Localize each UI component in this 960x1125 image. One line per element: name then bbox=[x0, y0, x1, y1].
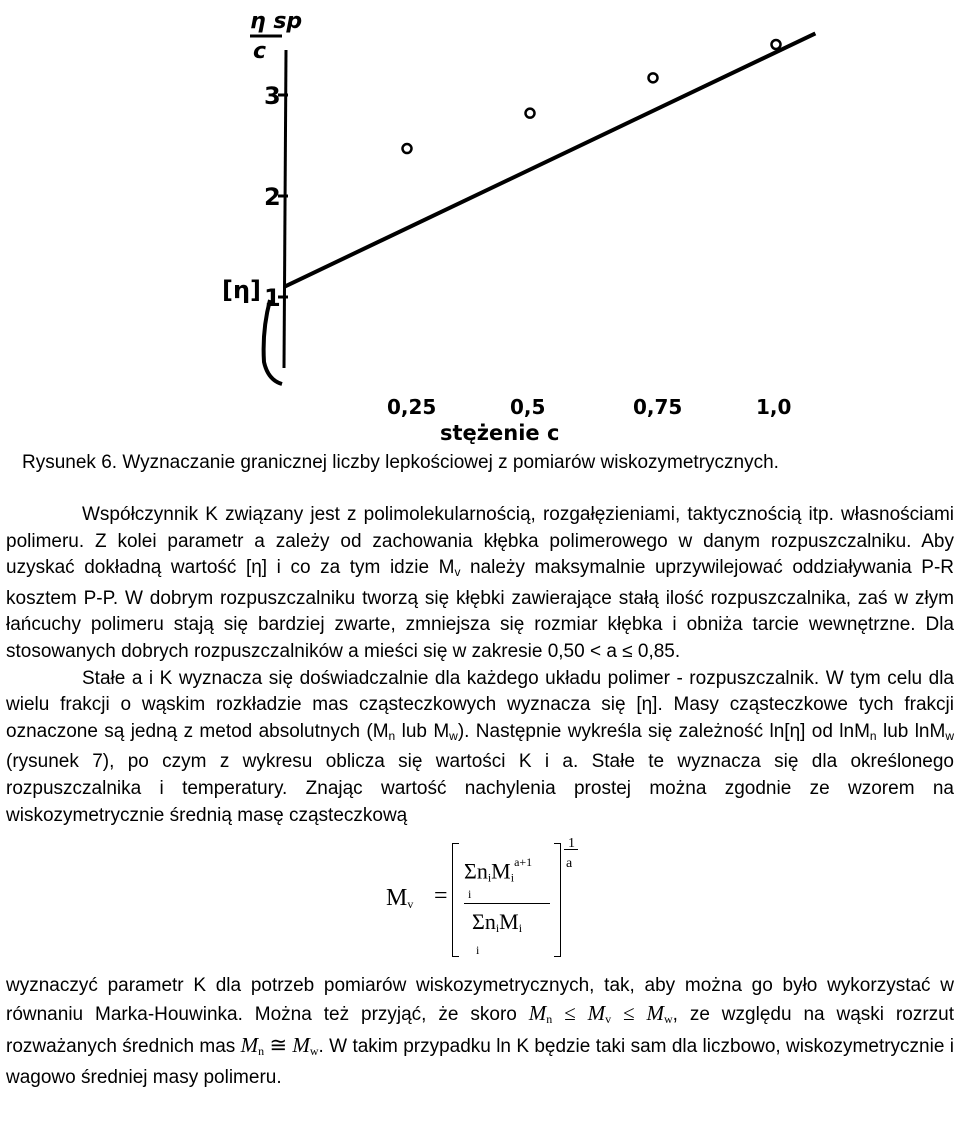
inequality: $M_n \le M_v \le M_w$ bbox=[528, 1000, 673, 1026]
formula-numerator-index: i bbox=[468, 887, 472, 902]
p2-part3: ). Następnie wykreśla się zależność ln[η] od lnM bbox=[457, 720, 870, 742]
formula-lhs: $M_v$ bbox=[386, 885, 414, 912]
formula-exp-numerator: 1 bbox=[568, 836, 575, 852]
paragraph-2 bbox=[6, 666, 954, 830]
data-point bbox=[649, 73, 658, 82]
x-tick-label: 0,75 bbox=[633, 395, 683, 419]
formula-numerator: $\Sigma n_iM_i^{a+1}$ bbox=[464, 855, 533, 885]
formula-denominator-index: i bbox=[476, 943, 480, 958]
p1-sub-v: v bbox=[454, 565, 461, 580]
p2-sub-n2: n bbox=[869, 728, 877, 743]
formula-denominator: $\Sigma n_iM_i$ bbox=[472, 909, 523, 936]
p3-part3: . W takim przypadku ln K będzie taki sam dla liczbowo, wiskozymetrycznie i wagowo średniej masy polimeru. bbox=[6, 1036, 954, 1088]
intercept-label: [η] bbox=[222, 276, 262, 304]
p2-part1: Stałe a i K wyznacza się doświadczalnie dla każdego układu polimer - rozpuszczalnik. W tym celu dla wielu frakcji o wąskim rozkładzie mas cząsteczkowych wyznacza się [η]. Masy cząsteczkowe tych frakcji oznaczone są jedną z metod absolutnych (M bbox=[6, 667, 954, 742]
y-axis-label-numerator: η sp bbox=[250, 9, 303, 34]
figure-caption: Rysunek 6. Wyznaczanie granicznej liczby lepkościowej z pomiarów wiskozymetrycznych. bbox=[22, 452, 779, 473]
y-tick-label: 1 bbox=[264, 284, 281, 312]
p3-part1: wyznaczyć parametr K dla potrzeb pomiarów wiskozymetrycznych, tak, aby można go było wykorzystać w równaniu Marka-Houwinka. Można też przyjąć, że skoro bbox=[6, 975, 954, 1025]
p2-part5: (rysunek 7), po czym z wykresu oblicza się wartości K i a. Stałe te wyznacza się dla określonego rozpuszczalnika i temperatury. Znając wartość nachylenia prostej można zgodnie ze wzorem na wiskozymetrycznie średnią masę cząsteczkową bbox=[6, 751, 954, 826]
paragraph-3 bbox=[6, 973, 954, 1091]
x-tick-label: 1,0 bbox=[756, 395, 792, 419]
p2-sub-n: n bbox=[388, 728, 396, 743]
x-axis-label: stężenie c bbox=[440, 421, 560, 445]
y-axis-line bbox=[284, 50, 286, 368]
x-tick-label: 0,5 bbox=[510, 395, 546, 419]
y-tick-label: 3 bbox=[264, 82, 281, 110]
data-point bbox=[526, 109, 535, 118]
viscosity-average-formula bbox=[6, 833, 954, 973]
x-tick-label: 0,25 bbox=[387, 395, 437, 419]
formula-right-bracket bbox=[554, 843, 561, 957]
p2-part2: lub M bbox=[395, 720, 450, 742]
formula-equals: = bbox=[434, 883, 448, 910]
formula-exp-denominator: a bbox=[566, 856, 573, 872]
y-tick-label: 2 bbox=[264, 183, 281, 211]
p3-part2: , ze względu na wąski rozrzut rozważanych średnich mas bbox=[6, 1003, 955, 1058]
y-axis-curl bbox=[264, 300, 282, 384]
viscosity-plot bbox=[0, 0, 960, 445]
p1-part2: należy maksymalnie uprzywilejować oddziaływania P-R kosztem P-P. W dobrym rozpuszczalniku tworzą się kłębki zawierające stałą ilość rozpuszczalnika, zaś w złym łańcuchy polimeru stają się bardziej zwarte, zmniejsza się rozmiar kłębka i obniża tarcie wewnętrzne. Dla stosowanych dobrych rozpuszczalników a mieści się w zakresie 0,50 < a ≤ 0,85. bbox=[6, 557, 954, 662]
y-axis-label-denominator: c bbox=[253, 39, 267, 64]
data-point bbox=[772, 40, 781, 49]
fit-line bbox=[284, 33, 815, 286]
data-point bbox=[403, 144, 412, 153]
p2-sub-w2: w bbox=[945, 728, 954, 743]
approximation: $M_n$ ≅ $M_w$ bbox=[240, 1033, 319, 1059]
p2-part4: lub lnM bbox=[876, 720, 946, 742]
paragraph-1 bbox=[6, 502, 954, 666]
p1-part1: Współczynnik K związany jest z polimolekularnością, rozgałęzieniami, taktycznością itp. własnościami polimeru. Z kolei parametr a zależy od zachowania kłębka polimerowego w danym rozpuszczalniku. Aby uzyskać dokładną wartość [η] i co za tym idzie M bbox=[6, 504, 954, 579]
body-text bbox=[6, 502, 954, 1092]
p2-sub-w: w bbox=[449, 728, 458, 743]
formula-exp-bar bbox=[564, 849, 578, 850]
formula-fraction-bar bbox=[464, 903, 550, 904]
formula-left-bracket bbox=[452, 843, 459, 957]
